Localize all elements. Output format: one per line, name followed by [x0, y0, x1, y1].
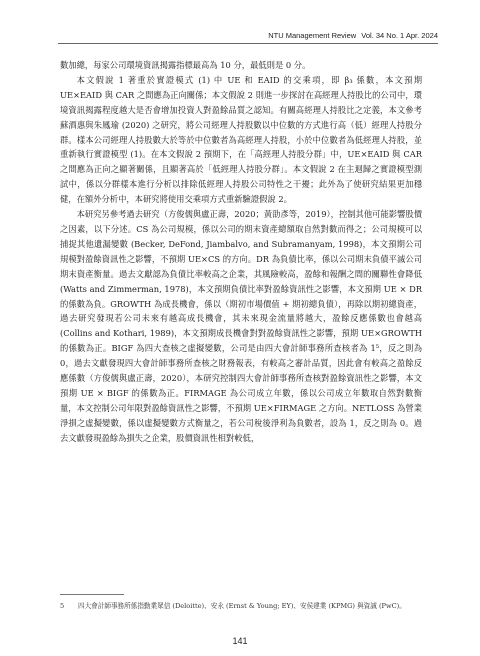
footnote-number: 5 — [60, 602, 65, 610]
header-rule — [58, 43, 438, 44]
footnote — [60, 601, 420, 612]
footnote-text: 四大會計師事務所係指勤業眾信 (Deloitte)、安永 (Ernst & Young; EY)、安侯建業 (KPMG) 與資誠 (PwC)。 — [78, 602, 406, 610]
running-header — [268, 31, 438, 40]
paragraph-1: 數加總，每家公司環境資訊揭露指標最高為 10 分，最低則是 0 分。 — [60, 60, 311, 70]
page-number: 141 — [232, 636, 248, 646]
journal-name: NTU Management Review — [268, 31, 357, 40]
issue-info: Vol. 34 No. 1 Apr. 2024 — [361, 31, 438, 40]
footnote-rule — [60, 594, 124, 595]
paragraph-2: 本文假說 1 著重於實證模式 (1) 中 UE 和 EAID 的交乘項，即 β₃ 係數，本文預期 UE×EAID 與 CAR 之間應為正向關係；本文假說 2 則進一步探討在高經理人持股比的公司中，環境資訊揭露程度越大是否會增加投資人對盈餘品質之認知。有關高經理人持股比之定義，本文參考蘇酒惠與朱鳳瑜 (2020) 之研究，將公司經理人持股數以中位數的方式進行高（低）經理人持股分群。樣本公司經理人持股數大於等於中位數者為高經理人持股，小於中位數者為低經理人持股，並重新執行實證模型 (1)。在本文假說 2 預期下，在「高經理人持股分群」中，UE×EAID 與 CAR 之間應為正向之顯著關係，且顯著高於「低經理人持股分群」。本文假說 2 在主迴歸之實證模型測試中，係以分群樣本進行分析以排除低經理人持股公司特性之干擾；此外為了使研究結果更加穩健，在額外分析中，本研究將使用交乘項方式重新驗證假說 2。 — [60, 74, 422, 205]
paragraph-3: 本研究另參考過去研究（方俊儒與盧正壽，2020；黃劭彥等，2019），控制其他可能影響股價之因素，以下分述。CS 為公司規模，係以公司的期末資產總額取自然對數而得之；公司規模可以捕捉其他遺漏變數 (Becker, DeFond, Jiambalvo, and Subramanyam, 1998)，本文預期公司規模對盈餘資訊性之影響，不預期 UE×CS 的方向。DR 為負債比率，係以公司期末負債平滅公司期末資產衡量。過去文獻認為負債比率較高之企業，其風險較高，盈餘和報酬之間的關聯性會降低 (Watts and Zimmerman, 1978)，本文預期負債比率對盈餘資訊性之影響，本文預期 UE × DR 的係數為負。GROWTH 為成長機會，係以（期初市場價值 + 期初總負債），再除以期初總資產，過去研究發現若公司未來有越高成長機會，其未來現金流量將越大，盈餘反應係數也會越高 (Collins and Kothari, 1989)，本文預期成長機會對對盈餘資訊性之影響，預期 UE×GROWTH 的係數為正。BIGF 為四大查核之虛擬變數，公司是由四大會計師事務所查核者為 1⁵，反之則為 0，過去文獻發現四大會計師事務所查核之財務報表，有較高之審計品質，因此會有較高之盈餘反應係數（方俊儒與盧正壽，2020），本研究控制四大會計師事務所查核對盈餘資訊性之影響，本文預期 UE × BIGF 的係數為正。FIRMAGE 為公司成立年數，係以公司成立年數取自然對數衡量，本文控制公司年限對盈餘資訊性之影響，不預期 UE×FIRMAGE 之方向。NETLOSS 為營業淨損之虛擬變數，係以虛擬變數方式衡量之，若公司稅後淨利為負數者，設為 1，反之則為 0。過去文獻發現盈餘為損失之企業，股價資訊性相對較低， — [60, 209, 422, 443]
body-text — [60, 58, 422, 446]
